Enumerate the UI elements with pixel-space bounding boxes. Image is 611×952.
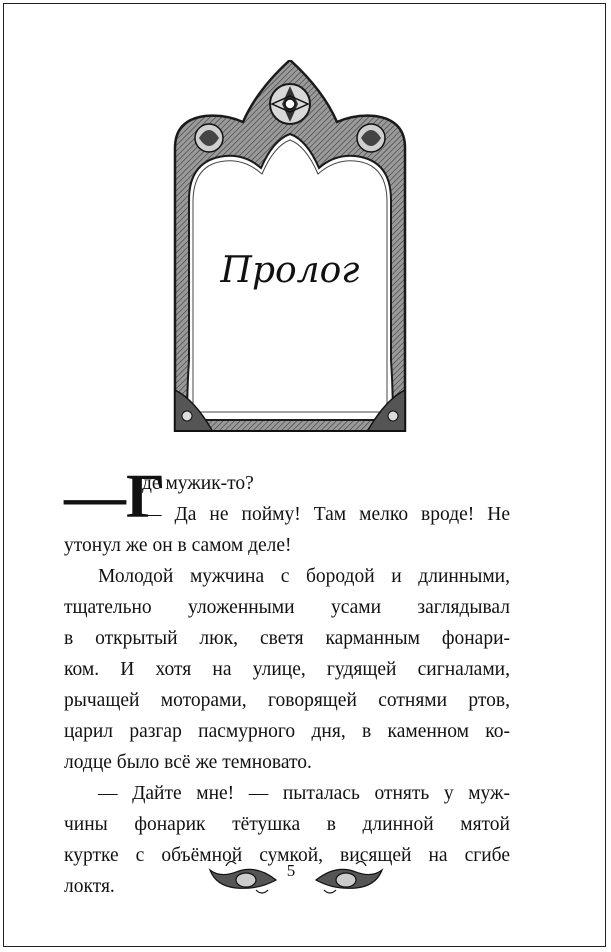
footer-ornament-right	[314, 856, 386, 896]
ornamental-arch-frame	[165, 60, 415, 432]
right-shoulder-ornament	[357, 124, 385, 152]
text-line: — Да не пойму! Там мелко вроде! Не	[142, 504, 510, 525]
text-line: в открытый люк, светя карманным фонари-	[64, 628, 510, 649]
text-line: утонул же он в самом деле!	[64, 535, 292, 556]
first-paragraph-block	[64, 463, 510, 531]
drop-cap: —Г	[64, 463, 166, 531]
chapter-title: Пролог	[220, 250, 360, 291]
text-line: царил разгар пасмурного дня, в каменном ко-	[64, 721, 510, 742]
text-line: ком. И хотя на улице, гудящей сигналами,	[64, 659, 510, 680]
text-line: рычащей моторами, говорящей сотнями ртов,	[64, 690, 510, 711]
text-line: де мужик-то?	[142, 473, 254, 494]
text-line: куртке с объёмной сумкой, висящей на сгибе	[64, 845, 510, 866]
text-line: локтя.	[64, 876, 115, 897]
text-line: тщательно уложенными усами заглядывал	[64, 597, 510, 618]
top-medallion-ornament	[270, 84, 310, 124]
text-line: лодце было всё же темновато.	[64, 752, 312, 773]
page-number: 5	[286, 861, 296, 880]
footer-ornament-left	[206, 856, 278, 896]
body-text	[64, 463, 510, 902]
text-line: Молодой мужчина с бородой и длинными,	[98, 566, 510, 587]
text-line: чины фонарик тётушка в длинной мятой	[64, 814, 510, 835]
text-line: — Дайте мне! — пыталась отнять у муж-	[98, 783, 510, 804]
left-shoulder-ornament	[195, 124, 223, 152]
